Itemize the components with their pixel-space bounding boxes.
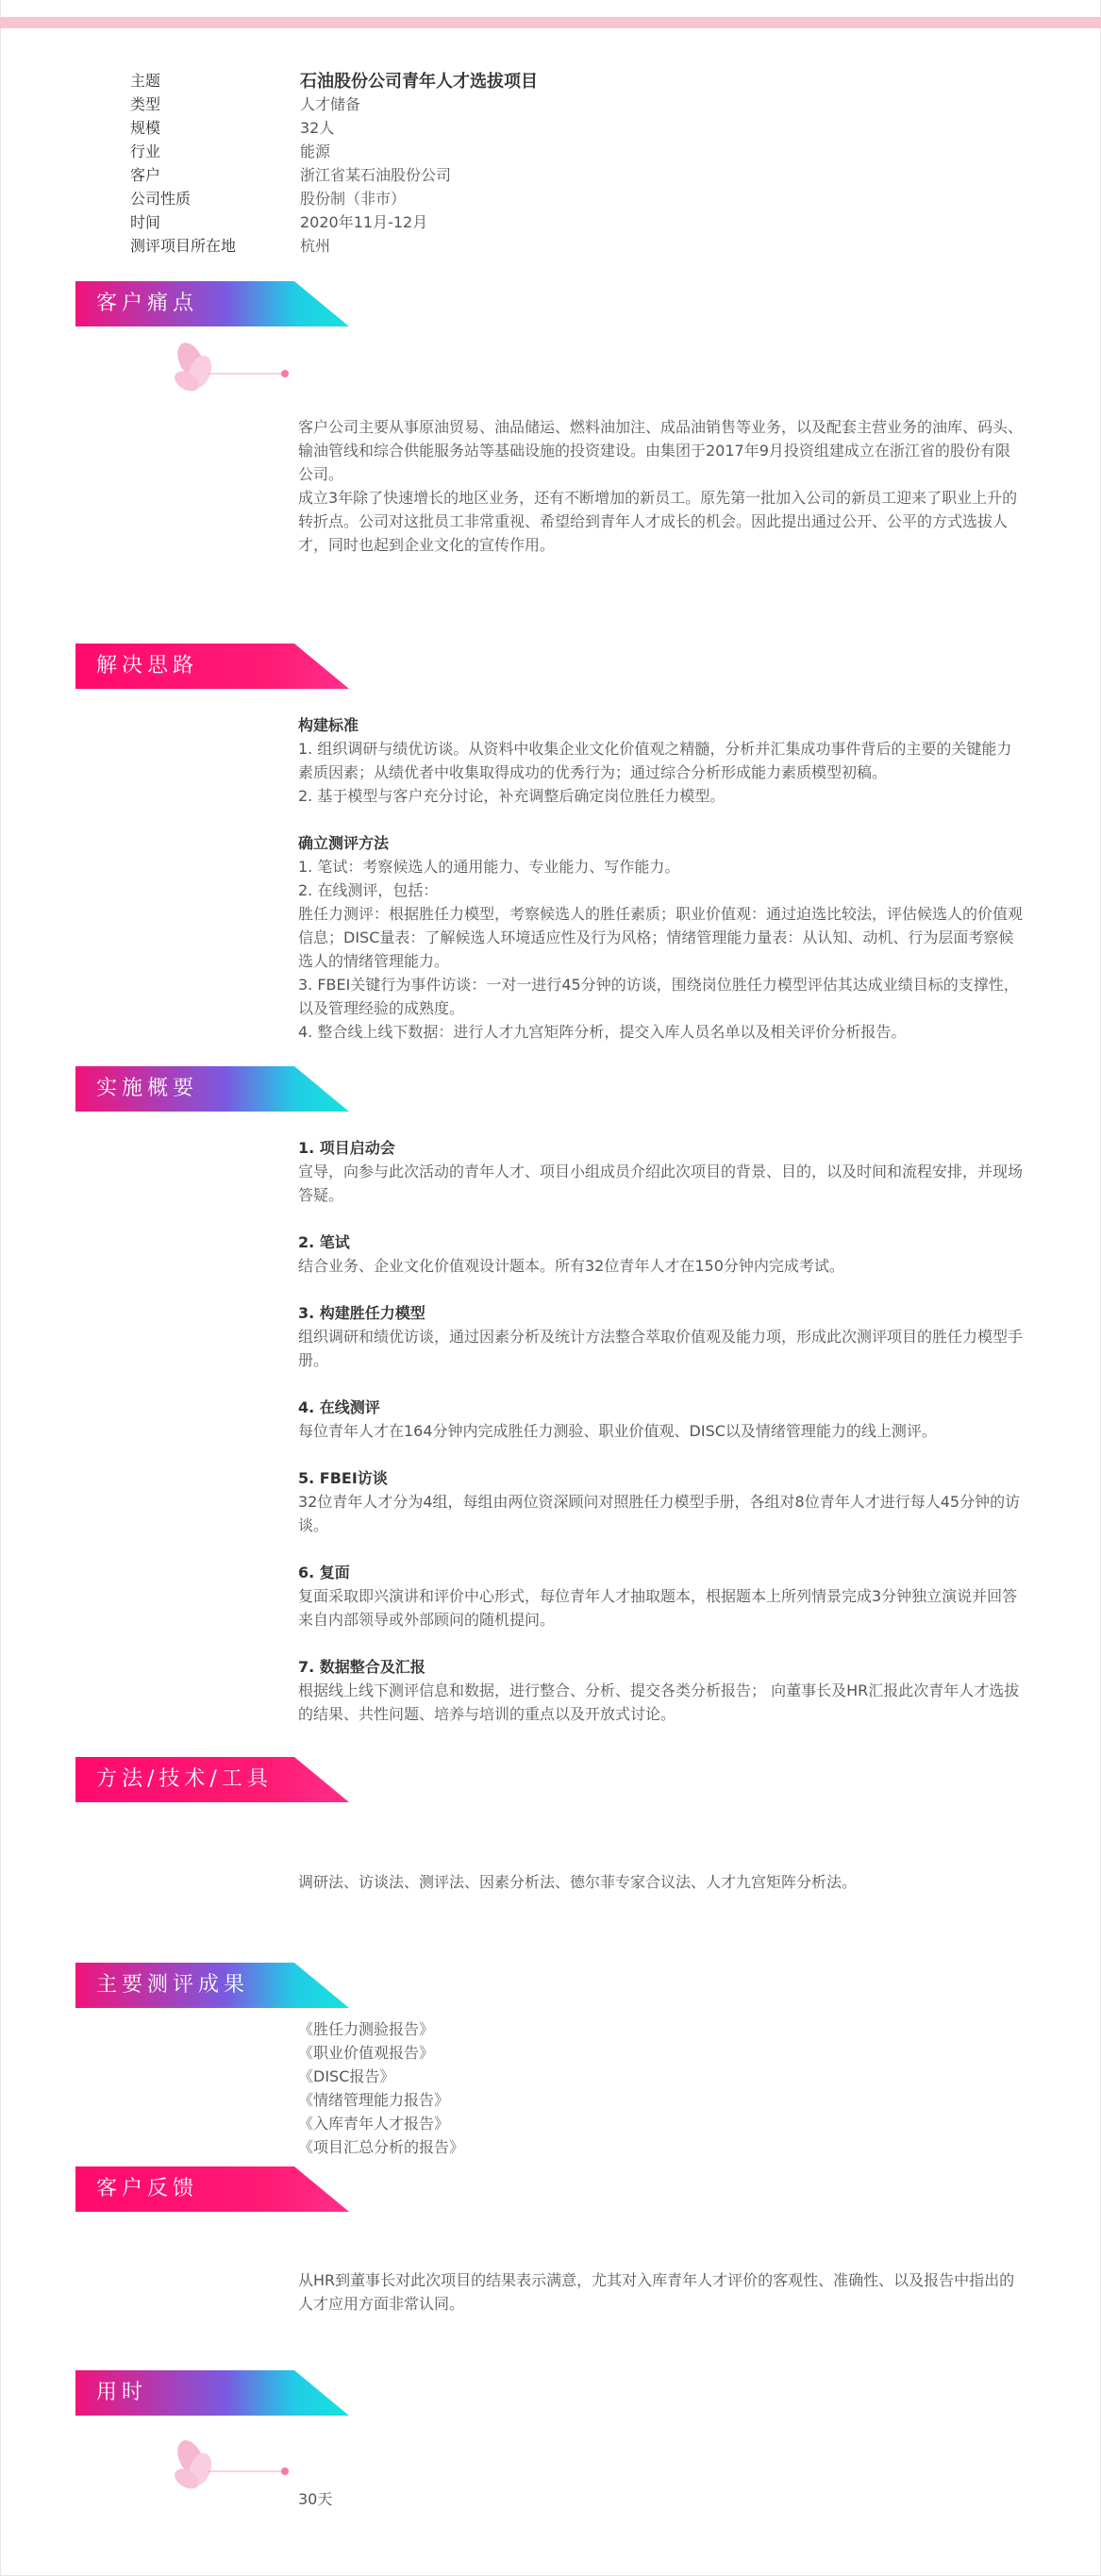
flower-decoration-icon [170,332,302,408]
info-row-type [130,92,979,115]
line: 2. 在线测评，包括： [298,881,439,899]
info-value: 股份制（非市） [300,190,407,208]
info-key: 规模 [130,119,161,137]
info-value: 浙江省某石油股份公司 [300,166,452,184]
project-info [130,68,979,257]
list-item: 《胜任力测验报告》 [298,2020,435,2038]
spacer [298,1443,1023,1466]
subheading: 6. 复面 [298,1564,350,1581]
spacer [298,808,1023,831]
list-item: 《DISC报告》 [298,2067,395,2085]
methods-text [298,1870,1023,1894]
info-key: 行业 [130,142,161,160]
info-row-time [130,209,979,233]
list-item: 《情绪管理能力报告》 [298,2091,450,2109]
line: 30天 [298,2490,333,2508]
line: 每位青年人才在164分钟内完成胜任力测验、职业价值观、DISC以及情绪管理能力的线上测评。 [298,1422,937,1440]
section-banner-methods [75,1757,349,1802]
info-value: 杭州 [300,237,331,255]
info-key: 时间 [130,213,161,231]
line: 1. 笔试：考察候选人的通用能力、专业能力、写作能力。 [298,858,680,876]
section-title: 用时 [96,2381,148,2404]
info-row-company-type [130,186,979,209]
subheading: 2. 笔试 [298,1233,350,1251]
info-row-client [130,162,979,186]
info-key: 客户 [130,166,161,184]
paragraph: 成立3年除了快速增长的地区业务，还有不断增加的新员工。原先第一批加入公司的新员工迎来了职业上升的转折点。公司对这批员工非常重视、希望给到青年人才成长的机会。因此提出通过公开、公平的方式选拔人才，同时也起到企业文化的宣传作用。 [298,489,1018,554]
pain-points-text [298,415,1023,557]
line: 32位青年人才分为4组，每组由两位资深顾问对照胜任力模型手册，各组对8位青年人才进行每人45分钟的访谈。 [298,1493,1021,1534]
subheading: 3. 构建胜任力模型 [298,1304,425,1322]
line: 宣导，向参与此次活动的青年人才、项目小组成员介绍此次项目的背景、目的，以及时间和流程安排，并现场答疑。 [298,1163,1024,1204]
info-value: 2020年11月-12月 [300,213,428,231]
line: 4. 整合线上线下数据：进行人才九宫矩阵分析，提交入库人员名单以及相关评价分析报告。 [298,1023,907,1041]
section-banner-solution [75,644,349,689]
info-row-subject [130,68,979,92]
section-banner-duration [75,2370,349,2416]
implementation-text [298,1136,1023,1726]
line: 从HR到董事长对此次项目的结果表示满意，尤其对入库青年人才评价的客观性、准确性、以及报告中指出的人才应用方面非常认同。 [298,2271,1015,2313]
results-list [298,2017,1023,2159]
line: 复面采取即兴演讲和评价中心形式，每位青年人才抽取题本，根据题本上所列情景完成3分钟独立演说并回答来自内部领导或外部顾问的随机提问。 [298,1587,1018,1629]
line: 调研法、访谈法、测评法、因素分析法、德尔菲专家合议法、人才九宫矩阵分析法。 [298,1873,858,1891]
subheading: 5. FBEI访谈 [298,1469,388,1487]
info-key: 类型 [130,95,161,113]
line: 结合业务、企业文化价值观设计题本。所有32位青年人才在150分钟内完成考试。 [298,1257,844,1275]
solution-text [298,713,1023,1044]
info-row-location [130,233,979,257]
section-title: 实施概要 [96,1077,199,1100]
subheading: 1. 项目启动会 [298,1139,395,1157]
subheading: 构建标准 [298,716,359,734]
info-value: 人才储备 [300,95,361,113]
info-key: 测评项目所在地 [130,237,237,255]
list-item: 《项目汇总分析的报告》 [298,2138,465,2156]
section-title: 客户反馈 [96,2177,199,2200]
duration-text [298,2487,1023,2511]
spacer [298,1537,1023,1561]
feedback-text [298,2268,1023,2316]
subheading: 7. 数据整合及汇报 [298,1658,425,1676]
spacer [298,1207,1023,1230]
section-banner-implementation [75,1066,349,1112]
section-banner-results [75,1963,349,2008]
spacer [298,1278,1023,1301]
spacer [298,1631,1023,1655]
info-key: 公司性质 [130,190,192,208]
line: 2. 基于模型与客户充分讨论，补充调整后确定岗位胜任力模型。 [298,787,726,805]
top-accent-bar [0,17,1101,28]
list-item: 《入库青年人才报告》 [298,2115,450,2133]
subheading: 确立测评方法 [298,834,390,852]
section-title: 解决思路 [96,654,199,677]
section-title: 方法/技术/工具 [96,1767,273,1791]
info-key: 主题 [130,72,161,90]
info-value: 石油股份公司青年人才选拔项目 [300,71,538,92]
info-row-scale [130,115,979,139]
spacer [298,1372,1023,1396]
info-row-industry [130,139,979,162]
line: 胜任力测评：根据胜任力模型，考察候选人的胜任素质；职业价值观：通过迫选比较法，评估候选人的价值观信息；DISC量表：了解候选人环境适应性及行为风格；情绪管理能力量表：从认知、动机、行为层面考察候选人的情绪管理能力。 [298,905,1024,970]
line: 3. FBEI关键行为事件访谈：一对一进行45分钟的访谈，围绕岗位胜任力模型评估其达成业绩目标的支撑性，以及管理经验的成熟度。 [298,976,1019,1017]
line: 组织调研和绩优访谈，通过因素分析及统计方法整合萃取价值观及能力项，形成此次测评项目的胜任力模型手册。 [298,1328,1024,1369]
section-title: 客户痛点 [96,292,199,315]
section-banner-pain-points [75,281,349,326]
flower-decoration-icon [170,2430,302,2505]
paragraph: 客户公司主要从事原油贸易、油品储运、燃料油加注、成品油销售等业务，以及配套主营业务的油库、码头、输油管线和综合供能服务站等基础设施的投资建设。由集团于2017年9月投资组建成立在浙江省的股份有限公司。 [298,418,1024,483]
list-item: 《职业价值观报告》 [298,2044,435,2062]
section-banner-feedback [75,2166,349,2212]
line: 1. 组织调研与绩优访谈。从资料中收集企业文化价值观之精髓，分析并汇集成功事件背后的主要的关键能力素质因素；从绩优者中收集取得成功的优秀行为；通过综合分析形成能力素质模型初稿。 [298,740,1012,781]
line: 根据线上线下测评信息和数据，进行整合、分析、提交各类分析报告； 向董事长及HR汇报此次青年人才选拔的结果、共性问题、培养与培训的重点以及开放式讨论。 [298,1681,1020,1723]
info-value: 32人 [300,119,335,137]
subheading: 4. 在线测评 [298,1398,380,1416]
section-title: 主要测评成果 [96,1973,250,1997]
info-value: 能源 [300,142,331,160]
